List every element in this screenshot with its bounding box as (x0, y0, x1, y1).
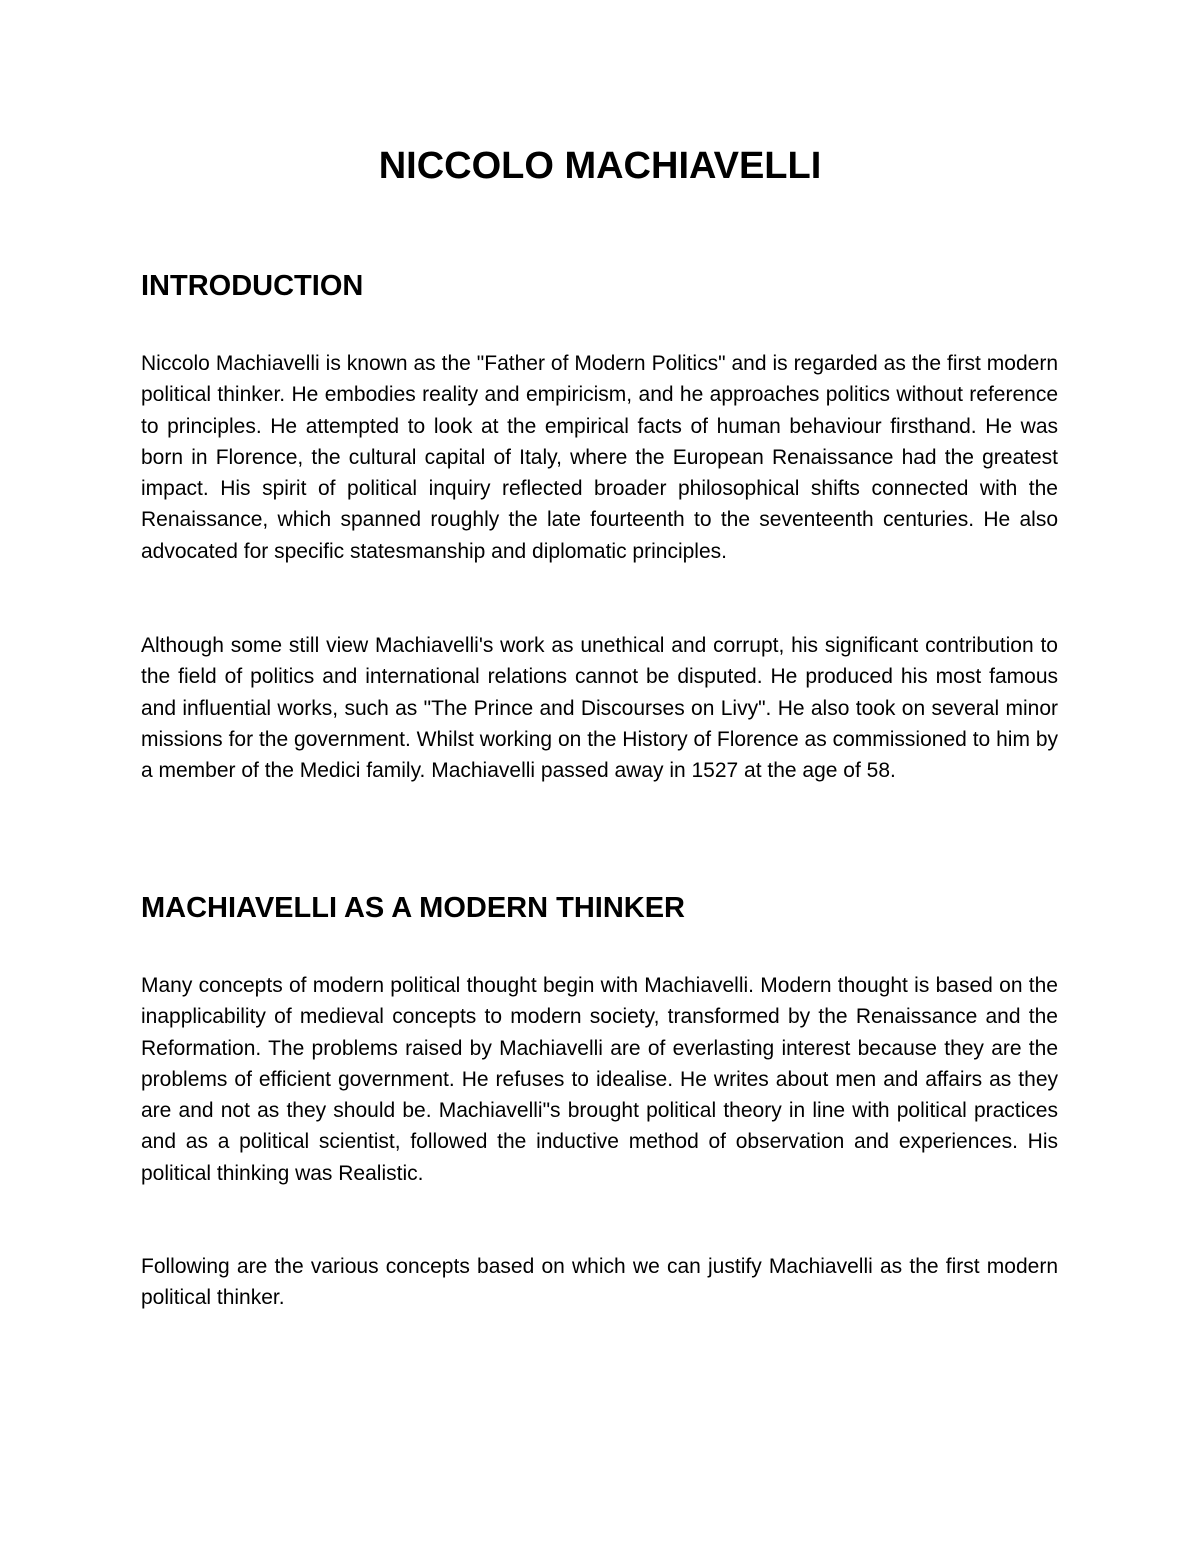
page-title: NICCOLO MACHIAVELLI (378, 145, 822, 187)
modern-thinker-paragraph-1: Many concepts of modern political thought begin with Machiavelli. Modern thought is based on the inapplicability of medieval concepts to modern society, transformed by the Renaissance and the Reformation. The problems raised by Machiavelli are of everlasting interest because they are the problems of efficient government. He refuses to idealise. He writes about men and affairs as they are and not as they should be. Machiavelli"s brought political theory in line with political practices and as a political scientist, followed the inductive method of observation and experiences. His political thinking was Realistic. (141, 974, 1058, 1185)
modern-thinker-paragraph-2: Following are the various concepts based on which we can justify Machiavelli as the first modern political thinker. (141, 1255, 1058, 1310)
section-heading-introduction: INTRODUCTION (141, 270, 364, 302)
introduction-paragraph-2: Although some still view Machiavelli's work as unethical and corrupt, his significant contribution to the field of politics and international relations cannot be disputed. He produced his most famous and influential works, such as "The Prince and Discourses on Livy". He also took on several minor missions for the government. Whilst working on the History of Florence as commissioned to him by a member of the Medici family. Machiavelli passed away in 1527 at the age of 58. (141, 634, 1058, 783)
section-heading-modern-thinker: MACHIAVELLI AS A MODERN THINKER (141, 892, 686, 924)
introduction-paragraph-1: Niccolo Machiavelli is known as the "Father of Modern Politics" and is regarded as the first modern political thinker. He embodies reality and empiricism, and he approaches politics without reference to principles. He attempted to look at the empirical facts of human behaviour firsthand. He was born in Florence, the cultural capital of Italy, where the European Renaissance had the greatest impact. His spirit of political inquiry reflected broader philosophical shifts connected with the Renaissance, which spanned roughly the late fourteenth to the seventeenth centuries. He also advocated for specific statesmanship and diplomatic principles. (141, 352, 1058, 563)
